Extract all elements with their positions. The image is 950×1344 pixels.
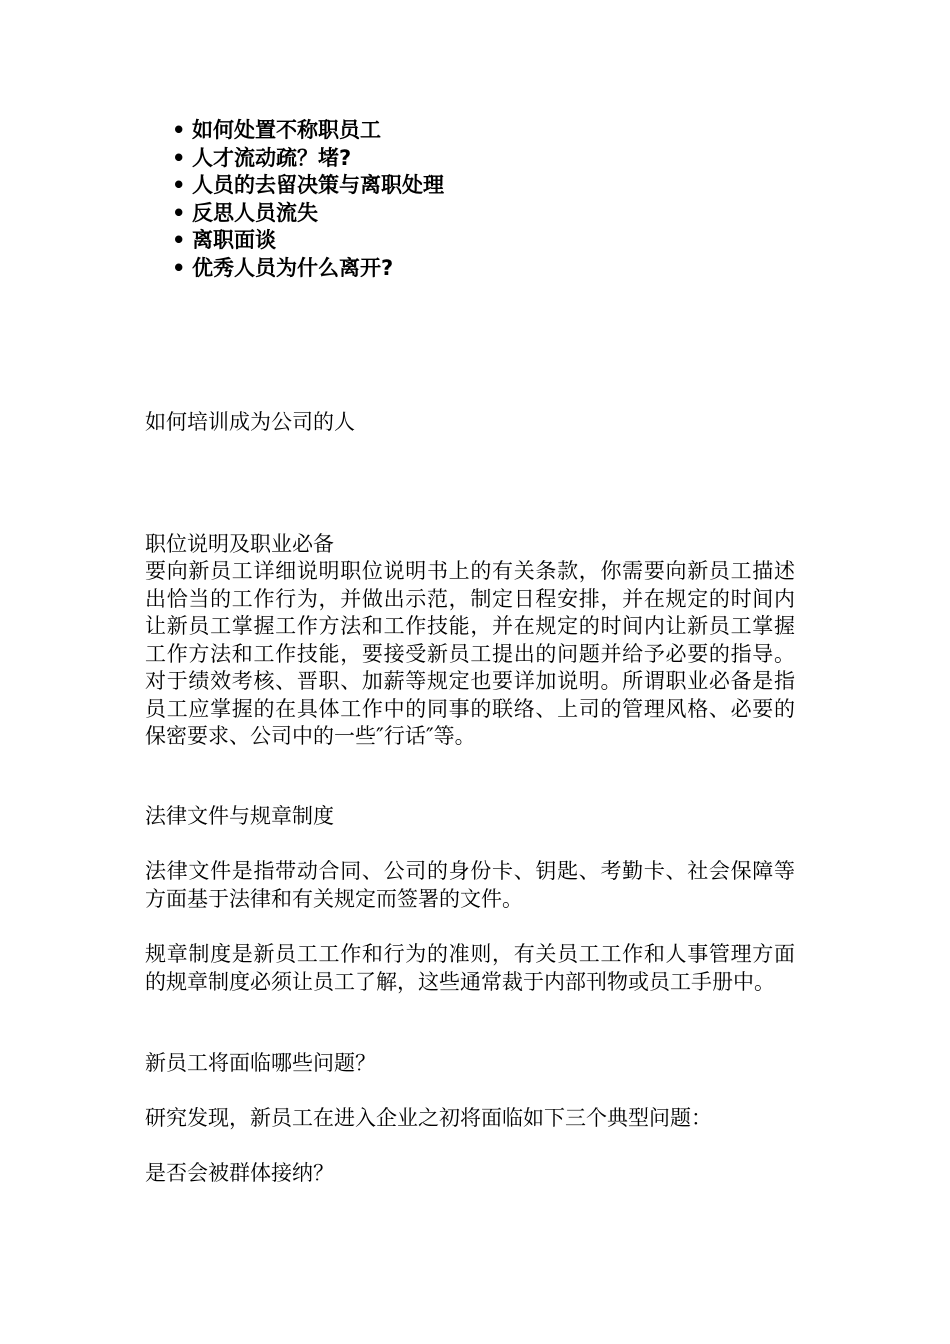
bullet-item [172, 227, 444, 255]
job-heading: 职位说明及职业必备 [145, 532, 334, 556]
section-title: 如何培训成为公司的人 [145, 410, 355, 434]
bullet-dot: • [172, 255, 186, 280]
bullet-item [172, 117, 444, 145]
job-paragraph: 要向新员工详细说明职位说明书上的有关条款，你需要向新员工描述出恰当的工作行为，并做出示范，制定日程安排，并在规定的时间内让新员工掌握工作方法和工作技能，并在规定的时间内让新员工掌握工作方法和工作技能，要接受新员工提出的问题并给予必要的指导。对于绩效考核、晋职、加薪等规定也要详加说明。所谓职业必备是指员工应掌握的在具体工作中的同事的联络、上司的管理风格、必要的保密要求、公司中的一些″行话″等。 [145, 559, 795, 748]
bullet-dot: • [172, 118, 186, 142]
bullet-text: 如何处置不称职员工 [192, 118, 381, 142]
bullet-item [172, 172, 444, 200]
bullet-text: 反思人员流失 [192, 200, 318, 225]
bullet-list [172, 117, 444, 282]
bullet-item [172, 255, 444, 283]
bullet-dot: • [172, 228, 186, 252]
bullet-dot: • [172, 200, 186, 225]
rules-paragraph: 规章制度是新员工工作和行为的准则，有关员工工作和人事管理方面的规章制度必须让员工了解，这些通常裁于内部刊物或员工手册中。 [145, 942, 795, 994]
bullet-item [172, 200, 444, 228]
research-text: 研究发现，新员工在进入企业之初将面临如下三个典型问题： [145, 1106, 712, 1130]
bullet-dot: • [172, 145, 186, 170]
bullet-text: 离职面谈 [192, 228, 276, 252]
bullet-text: 优秀人员为什么离开? [192, 255, 394, 280]
bullet-dot: • [172, 173, 186, 197]
question-1: 是否会被群体接纳？ [145, 1161, 334, 1185]
bullet-text: 人才流动疏？堵? [192, 145, 352, 170]
problems-heading: 新员工将面临哪些问题？ [145, 1051, 376, 1075]
legal-heading: 法律文件与规章制度 [145, 804, 334, 828]
bullet-item [172, 145, 444, 173]
bullet-text: 人员的去留决策与离职处理 [192, 173, 444, 197]
legal-paragraph: 法律文件是指带动合同、公司的身份卡、钥匙、考勤卡、社会保障等方面基于法律和有关规定而签署的文件。 [145, 859, 795, 911]
